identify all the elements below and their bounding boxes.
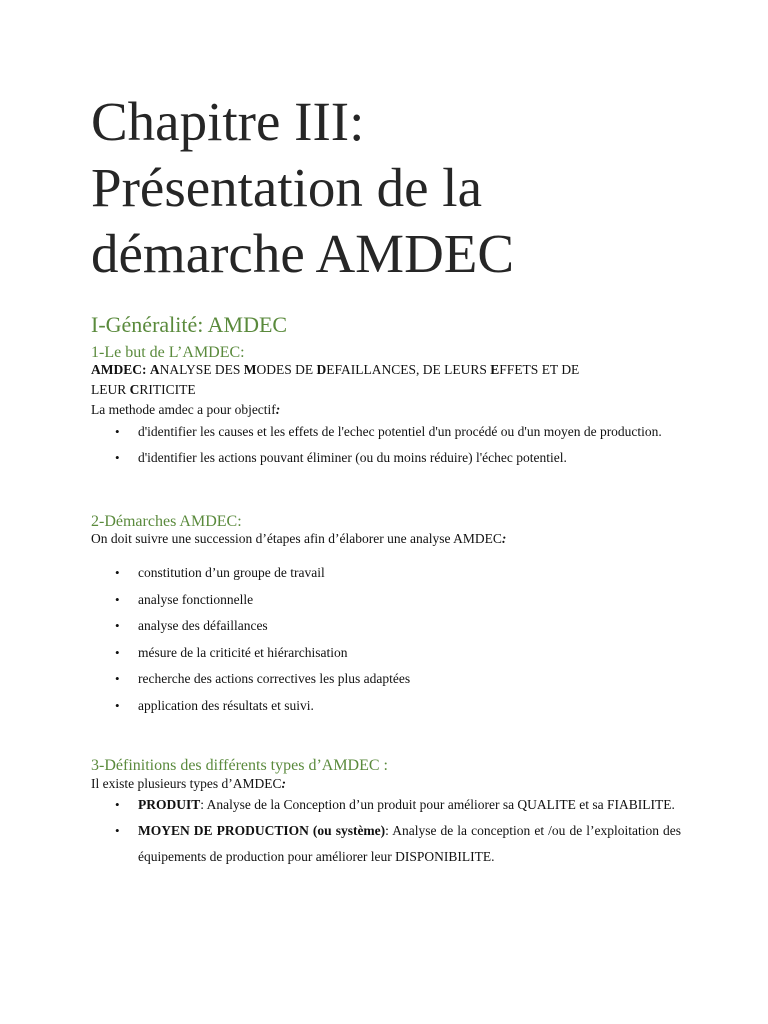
bullet-icon: •	[115, 644, 120, 660]
list-item	[91, 445, 681, 471]
definition-text: ODES DE	[256, 362, 317, 377]
chapter-title-line-2: Présentation de la	[91, 157, 482, 218]
list-item	[91, 818, 681, 870]
bullet-icon: •	[115, 671, 120, 686]
acronym-letter-e: E	[490, 362, 500, 377]
types-intro	[91, 774, 286, 794]
definition-text: LEUR	[91, 382, 130, 397]
type-name-produit: PRODUIT	[138, 797, 201, 812]
bullet-icon: •	[115, 823, 120, 838]
demarches-intro-text: On doit suivre une succession d’étapes afin d’élaborer une analyse AMDEC	[91, 531, 502, 546]
definition-text: RITICITE	[139, 382, 196, 397]
chapter-title	[91, 89, 514, 287]
list-item	[91, 587, 681, 614]
type-name-moyen-production: MOYEN DE PRODUCTION (ou système)	[138, 823, 386, 838]
section-heading-generalite: I-Généralité: AMDEC	[91, 312, 288, 337]
demarches-list	[91, 560, 681, 719]
acronym-letter-a: A	[149, 362, 160, 377]
list-item-text: d'identifier les causes et les effets de l'echec potentiel d'un procédé ou d'un moyen de production.	[138, 424, 662, 439]
definition-text: FFETS ET DE	[499, 362, 580, 377]
list-item-text: constitution d’un groupe de travail	[138, 565, 325, 580]
objective-intro	[91, 400, 280, 420]
definition-text: EFAILLANCES, DE LEURS	[326, 362, 491, 377]
list-item	[91, 792, 681, 818]
amdec-definition-line-2	[91, 380, 196, 400]
types-intro-text: Il existe plusieurs types d’AMDEC	[91, 776, 282, 791]
list-item	[91, 560, 681, 587]
bullet-icon: •	[115, 424, 120, 439]
list-item	[91, 666, 681, 693]
list-item-text: recherche des actions correctives les plus adaptées	[138, 671, 411, 686]
list-item-text: application des résultats et suivi.	[138, 697, 314, 713]
subheading-demarches: 2-Démarches AMDEC:	[91, 513, 242, 530]
bullet-icon: •	[115, 450, 120, 465]
bullet-icon: •	[115, 618, 120, 633]
objective-list	[91, 419, 681, 471]
chapter-title-line-1: Chapitre III:	[91, 91, 365, 152]
bullet-icon: •	[115, 797, 120, 812]
demarches-intro	[91, 529, 506, 549]
definition-text: NALYSE DES	[159, 362, 244, 377]
list-item-text: analyse fonctionnelle	[138, 591, 254, 607]
acronym-letter-d: D	[316, 362, 327, 377]
demarches-colon: :	[501, 531, 507, 546]
types-list	[91, 792, 681, 870]
objective-colon: :	[275, 402, 281, 417]
list-item	[91, 613, 681, 640]
list-item	[91, 419, 681, 445]
bullet-icon: •	[115, 591, 120, 607]
type-description: : Analyse de la Conception d’un produit pour améliorer sa QUALITE et sa FIABILITE.	[200, 797, 675, 812]
list-item	[91, 693, 681, 720]
bullet-icon: •	[115, 565, 120, 580]
list-item-text: analyse des défaillances	[138, 618, 268, 633]
definition-lead: AMDEC:	[91, 362, 147, 377]
types-colon: :	[281, 776, 286, 791]
list-item	[91, 640, 681, 667]
objective-intro-text: La methode amdec a pour objectif	[91, 402, 276, 417]
type-description: : Analyse de la conception et /ou de l’exploitation des équipements de production pour améliorer leur DISPONIBILITE.	[138, 823, 682, 864]
subheading-but-amdec: 1-Le but de L’AMDEC:	[91, 344, 245, 361]
subheading-types-amdec: 3-Définitions des différents types d’AMDEC :	[91, 757, 388, 774]
list-item-text: mésure de la criticité et hiérarchisation	[138, 644, 348, 660]
bullet-icon: •	[115, 697, 120, 713]
amdec-definition-line-1	[91, 360, 579, 380]
acronym-letter-c: C	[129, 382, 140, 397]
list-item-text: d'identifier les actions pouvant éliminer (ou du moins réduire) l'échec potentiel.	[138, 450, 567, 465]
acronym-letter-m: M	[243, 362, 257, 377]
chapter-title-line-3: démarche AMDEC	[91, 223, 515, 284]
